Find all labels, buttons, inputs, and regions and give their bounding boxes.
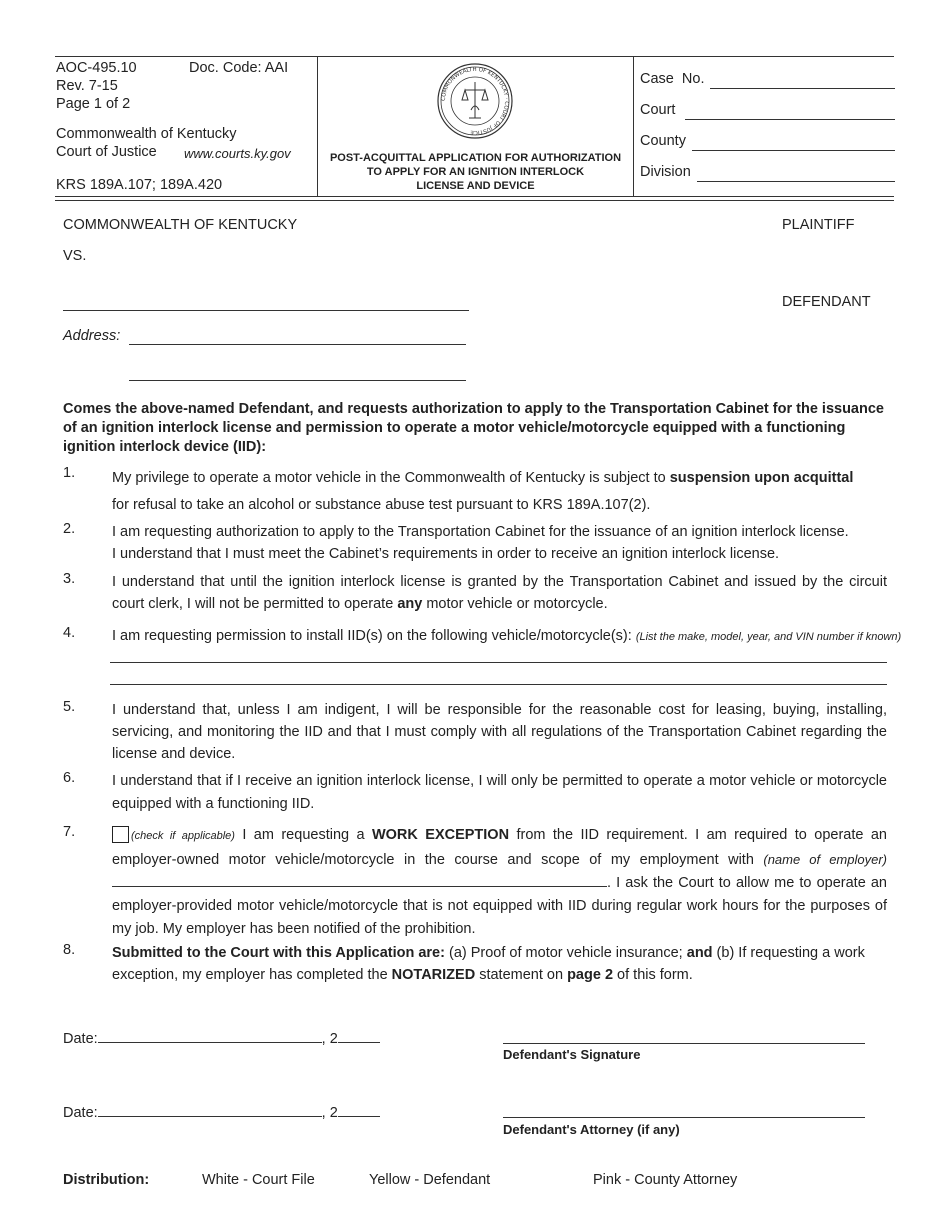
item-6-text: I understand that if I receive an ignition interlock license, I will only be permitted to operate a motor vehicle or motorcycle equipped with a functioning IID. (112, 773, 887, 812)
intro-paragraph: Comes the above-named Defendant, and requests authorization to apply to the Transportation Cabinet for the issuance of an ignition interlock license and permission to operate a motor vehicle/motorcycle equipped with a functioning ignition interlock device (IID): (63, 401, 884, 455)
plaintiff-name: COMMONWEALTH OF KENTUCKY (63, 217, 298, 233)
item-3-part-a: I understand that until the ignition interlock license is granted by the Transportation Cabinet and issued by the circuit court clerk, I will not be permitted to operate (112, 574, 887, 612)
date-blank-2 (98, 1102, 322, 1117)
item-8-bold-a: Submitted to the Court with this Application are: (112, 945, 445, 961)
county-field[interactable] (640, 132, 895, 151)
item-4-part-a: I am requesting permission to install IID(s) on the following vehicle/motorcycle(s): (112, 628, 636, 644)
item-7-check-note: (check if applicable) (131, 830, 235, 842)
header-divider-right (633, 56, 634, 196)
item-8-part-h: of this form. (613, 967, 693, 983)
item-8-part-d: (b) If requesting a work exception, my employer has completed the (112, 945, 865, 983)
item-8-bold-e: NOTARIZED (391, 967, 476, 983)
division-field[interactable] (640, 163, 895, 182)
court-name: Court of Justice (56, 144, 157, 160)
case-number-label: Case No. (640, 71, 705, 87)
plaintiff-label: PLAINTIFF (782, 217, 855, 233)
vehicle-line-1[interactable] (110, 662, 887, 663)
item-7-employer-note: (name of employer) (763, 852, 887, 867)
distribution-yellow: Yellow - Defendant (369, 1172, 491, 1188)
item-7-text (112, 824, 887, 941)
court-seal (435, 62, 515, 140)
item-4-note: (List the make, model, year, and VIN number if known) (635, 631, 902, 643)
defendant-name-line[interactable] (63, 310, 469, 311)
page-number: Page 1 of 2 (56, 96, 131, 112)
item-4-text (112, 625, 902, 648)
year-prefix-1: , 2 (321, 1031, 338, 1047)
item-1-part-a: My privilege to operate a motor vehicle in the Commonwealth of Kentucky is subject to (112, 470, 670, 486)
item-7-part-a: I am requesting a (234, 827, 372, 843)
item-5-number: 5. (63, 699, 76, 715)
item-2-line-a: I am requesting authorization to apply to the Transportation Cabinet for the issuance of an ignition interlock license. (112, 524, 849, 540)
date-field-1[interactable] (63, 1028, 380, 1047)
defendant-signature-label: Defendant's Signature (503, 1047, 641, 1062)
year-blank-2 (338, 1102, 380, 1117)
item-2-number: 2. (63, 521, 76, 537)
address-line-2[interactable] (129, 380, 466, 381)
item-7-number: 7. (63, 824, 76, 840)
form-title-line1: POST-ACQUITTAL APPLICATION FOR AUTHORIZATION (329, 152, 622, 164)
item-8-part-b: (a) Proof of motor vehicle insurance; (444, 945, 687, 961)
attorney-signature-label: Defendant's Attorney (if any) (503, 1122, 680, 1137)
distribution-pink: Pink - County Attorney (593, 1172, 738, 1188)
item-4-number: 4. (63, 625, 76, 641)
form-number: AOC-495.10 (56, 60, 137, 76)
court-label: Court (640, 102, 676, 118)
court-field[interactable] (640, 101, 895, 120)
date-label-2: Date: (63, 1105, 98, 1121)
versus: VS. (63, 248, 87, 264)
header-bottom-rule (55, 196, 894, 197)
date-label-1: Date: (63, 1031, 98, 1047)
work-exception-checkbox[interactable] (112, 826, 129, 843)
item-8-bold-c: and (686, 945, 713, 961)
vehicle-line-2[interactable] (110, 684, 887, 685)
form-title-line3: LICENSE AND DEVICE (416, 180, 535, 192)
form-title (318, 151, 633, 193)
distribution-label: Distribution: (63, 1172, 150, 1188)
item-3-text (112, 571, 887, 615)
defendant-label: DEFENDANT (782, 294, 871, 310)
division-label: Division (640, 164, 691, 180)
item-8-number: 8. (63, 942, 76, 958)
item-2-line-b: I understand that I must meet the Cabinet’s requirements in order to receive an ignition interlock license. (112, 546, 780, 562)
header-top-rule (55, 56, 894, 57)
item-3-bold: any (397, 596, 423, 612)
address-line-1[interactable] (129, 344, 466, 345)
item-1-bold: suspension upon acquittal (669, 470, 854, 486)
item-3-part-c: motor vehicle or motorcycle. (422, 596, 608, 612)
header-bottom-rule-2 (55, 200, 894, 201)
item-3-number: 3. (63, 571, 76, 587)
date-field-2[interactable] (63, 1102, 380, 1121)
address-label: Address: (63, 328, 121, 344)
item-2-text (112, 521, 887, 565)
county-label: County (640, 133, 686, 149)
doc-code: Doc. Code: AAI (189, 60, 289, 76)
revision: Rev. 7-15 (56, 78, 118, 94)
item-7-bold: WORK EXCEPTION (371, 827, 510, 843)
item-1-text (112, 465, 887, 519)
case-number-field[interactable] (640, 70, 895, 89)
item-8-bold-g: page 2 (567, 967, 614, 983)
employer-name-line[interactable] (112, 872, 607, 887)
item-8-part-f: statement on (475, 967, 568, 983)
state-name: Commonwealth of Kentucky (56, 126, 237, 142)
item-5-text: I understand that, unless I am indigent, I will be responsible for the reasonable cost for leasing, buying, installing, servicing, and monitoring the IID and that I must comply with all regulations of the Transportation Cabinet regarding the license and device. (112, 702, 887, 762)
distribution-white: White - Court File (202, 1172, 315, 1188)
attorney-signature-line[interactable] (503, 1117, 865, 1118)
item-7-part-c: from the IID requirement. I am required to operate an employer-owned motor vehicle/motorcycle in the course and scope of my employment with (112, 827, 887, 868)
item-7-part-d: . I ask the Court to allow me to operate an employer-provided motor vehicle/motorcycle that is not equipped with IID during regular work hours for the purposes of my job. My employer has been notified of the prohibition. (112, 875, 887, 937)
item-1-part-c: for refusal to take an alcohol or substance abuse test pursuant to KRS 189A.107(2). (112, 497, 651, 513)
item-8-text (112, 942, 887, 986)
seal-lettering: COMMONWEALTH OF KENTUCKY · COURT OF JUSTICE (440, 66, 510, 136)
year-prefix-2: , 2 (321, 1105, 338, 1121)
defendant-signature-line[interactable] (503, 1043, 865, 1044)
statute: KRS 189A.107; 189A.420 (56, 177, 223, 193)
website: www.courts.ky.gov (184, 146, 291, 161)
date-blank-1 (98, 1028, 322, 1043)
item-6-number: 6. (63, 770, 76, 786)
year-blank-1 (338, 1028, 380, 1043)
item-1-number: 1. (63, 465, 76, 481)
form-title-line2: TO APPLY FOR AN IGNITION INTERLOCK (366, 166, 585, 178)
